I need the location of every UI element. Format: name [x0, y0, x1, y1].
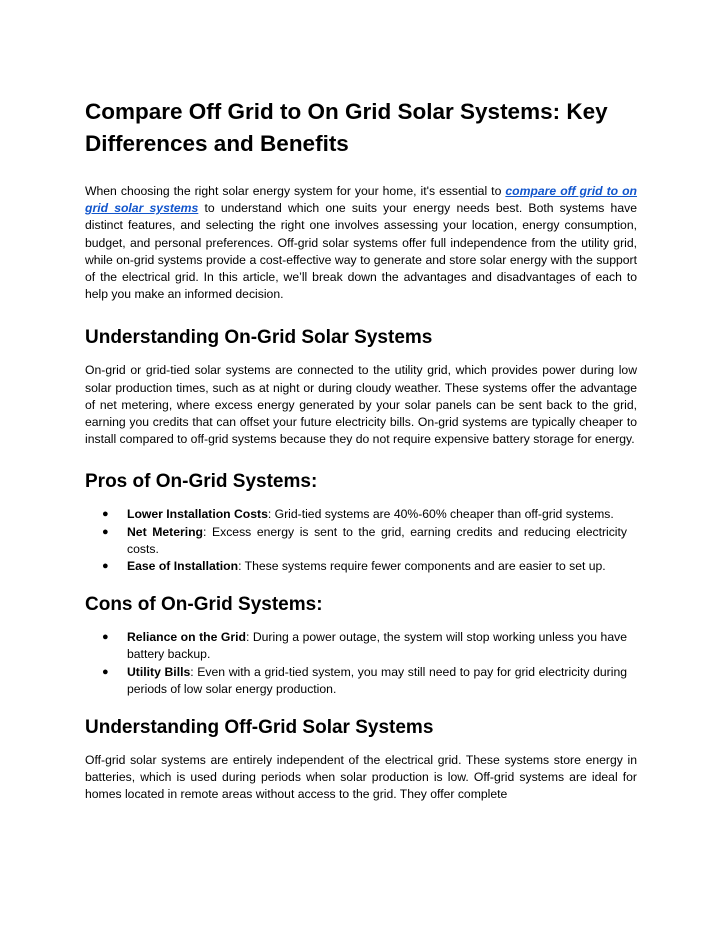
list-item — [85, 629, 637, 663]
list-item-text: : Grid-tied systems are 40%-60% cheaper than off-grid systems. — [267, 507, 614, 522]
list-item — [85, 506, 637, 523]
compare-solar-systems-link[interactable]: compare off grid to on grid solar systems — [85, 184, 638, 216]
list-item-term: Net Metering — [127, 524, 204, 539]
list-item-term: Reliance on the Grid — [127, 630, 246, 645]
bullet-icon: ● — [102, 665, 109, 678]
intro-text-after-link: to understand which one suits your energy needs best. Both systems have distinct features, and selecting the right one involves assessing your location, energy consumption, budget, and personal preferences. Off-grid solar systems offer full independence from the utility grid, while on-grid systems provide a cost-effective way to generate and store solar energy with the support of the electrical grid. In this article, we’ll break down the advantages and disadvantages of each to help you make an informed decision. — [85, 201, 637, 302]
list-item-term: Ease of Installation — [127, 559, 239, 574]
list-item-text: : Excess energy is sent to the grid, earning credits and reducing electricity costs. — [127, 524, 627, 556]
cons-list — [85, 629, 637, 698]
list-item-text: : Even with a grid-tied system, you may still need to pay for grid electricity during periods of low solar energy production. — [127, 664, 628, 696]
bullet-icon: ● — [102, 508, 109, 521]
intro-text-before-link: When choosing the right solar energy system for your home, it's essential to — [85, 184, 506, 198]
on-grid-heading: Understanding On-Grid Solar Systems — [85, 327, 433, 349]
off-grid-heading: Understanding Off-Grid Solar Systems — [85, 717, 434, 739]
list-item-term: Utility Bills — [127, 664, 191, 679]
bullet-icon: ● — [102, 525, 109, 538]
document-page — [85, 96, 637, 804]
off-grid-paragraph: Off-grid solar systems are entirely independent of the electrical grid. These systems store energy in batteries, which is used during periods when solar production is low. Off-grid systems are ideal for homes located in remote areas without access to the grid. They offer complete — [85, 753, 637, 802]
pros-list — [85, 506, 637, 575]
list-item — [85, 558, 637, 575]
list-item-text: : These systems require fewer components and are easier to set up. — [238, 559, 606, 574]
list-item-text: : During a power outage, the system will stop working unless you have battery backup. — [127, 630, 627, 662]
cons-heading: Cons of On-Grid Systems: — [85, 594, 323, 616]
bullet-icon: ● — [102, 560, 109, 573]
list-item-term: Lower Installation Costs — [127, 507, 268, 522]
list-item — [85, 524, 637, 558]
list-item — [85, 664, 637, 698]
intro-paragraph — [85, 183, 637, 303]
pros-heading: Pros of On-Grid Systems: — [85, 471, 318, 493]
bullet-icon: ● — [102, 631, 109, 644]
on-grid-paragraph: On-grid or grid-tied solar systems are connected to the utility grid, which provides power during low solar production times, such as at night or during cloudy weather. These systems offer the advantage of net metering, where excess energy generated by your solar panels can be sent back to the grid, earning you credits that can offset your future electricity bills. On-grid systems are typically cheaper to install compared to off-grid systems because they do not require expensive battery storage for energy. — [85, 363, 637, 447]
document-title: Compare Off Grid to On Grid Solar Systems: Key Differences and Benefits — [85, 99, 608, 156]
